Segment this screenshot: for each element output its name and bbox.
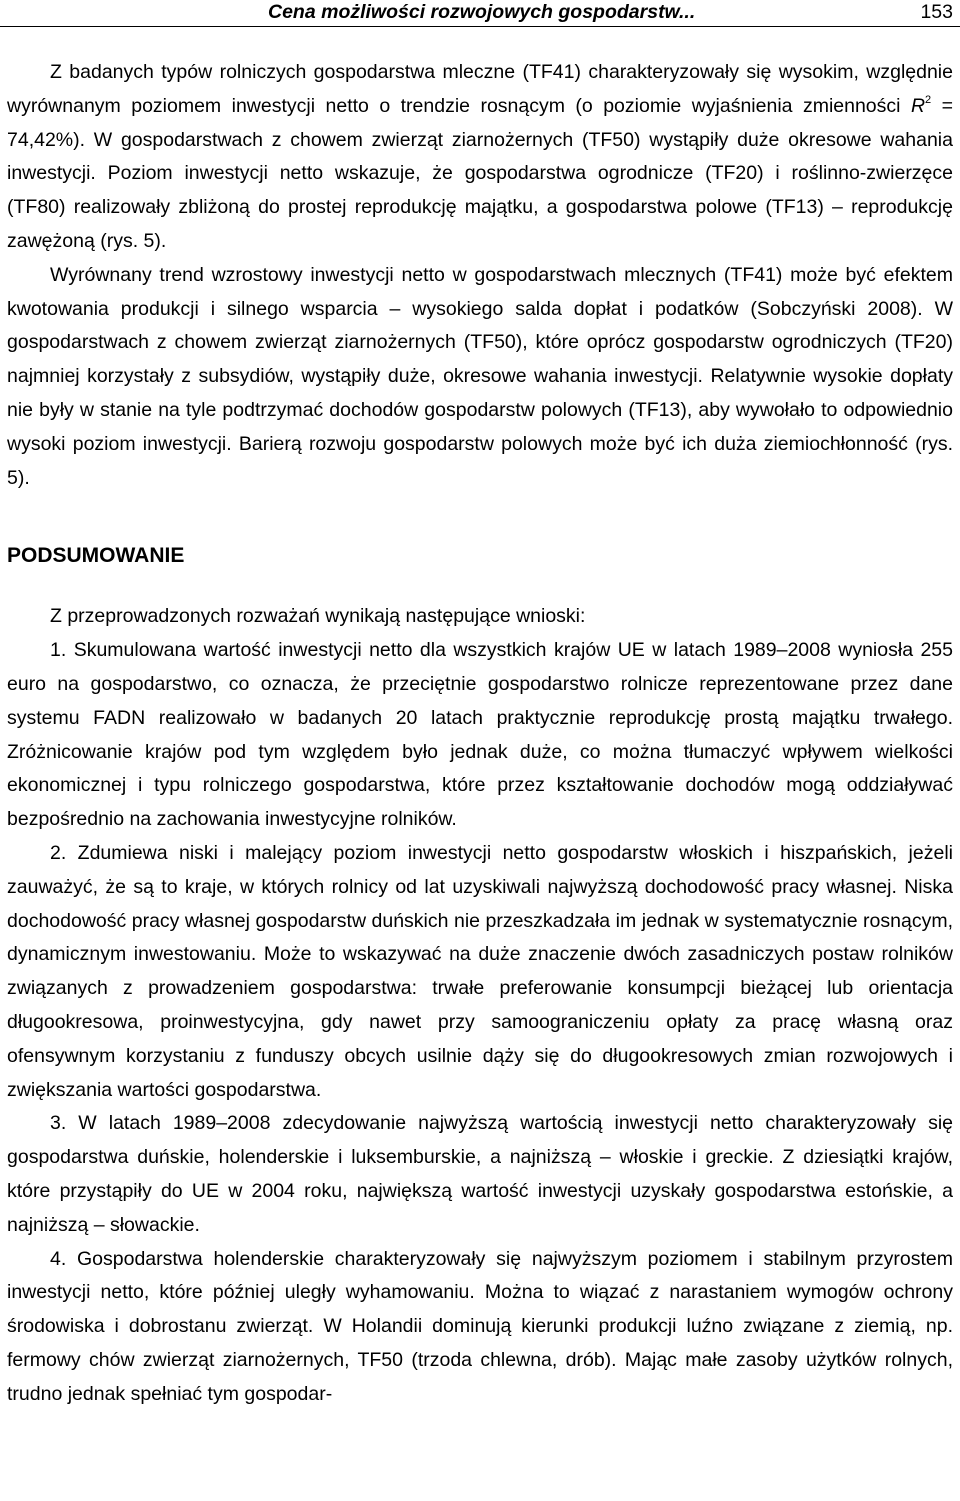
running-title: Cena możliwości rozwojowych gospodarstw... (268, 1, 696, 23)
running-header (0, 0, 960, 27)
paragraph-2: Wyrównany trend wzrostowy inwestycji netto w gospodarstwach mlecznych (TF41) może być efektem kwotowania produkcji i silnego wsparcia – wysokiego salda dopłat i podatków (Sobczyński 2008). W gospodarstwach z chowem zwierząt ziarnożernych (TF50), które oprócz gospodarstw ogrodniczych (TF20) najmniej korzystały z subsydiów, wystąpiły duże, okresowe wahania inwestycji. Relatywnie wysokie dopłaty nie były w stanie na tyle podtrzymać dochodów gospodarstw polowych (TF13), aby wywołało to odpowiednio wysoki poziom inwestycji. Barierą rozwoju gospodarstw polowych może być ich duża ziemiochłonność (rys. 5). (7, 263, 953, 489)
page-number: 153 (920, 1, 953, 23)
conclusion-3: 3. W latach 1989–2008 zdecydowanie najwyższą wartością inwestycji netto charakteryzowały się gospodarstwa duńskie, holenderskie i luksemburskie, a najniższą – włoskie i greckie. Z dziesiątki krajów, które przystąpiły do UE w 2004 roku, największą wartość inwestycji uzyskały gospodarstwa estońskie, a najniższą – słowackie. (7, 1112, 953, 1236)
paragraph-1 (7, 56, 953, 259)
conclusion-1: 1. Skumulowana wartość inwestycji netto dla wszystkich krajów UE w latach 1989–2008 wyniosła 255 euro na gospodarstwo, co oznacza, że przeciętnie gospodarstwo rolnicze reprezentowane przez dane systemu FADN realizowało w badanych 20 latach praktycznie reprodukcję prostą majątku trwałego. Zróżnicowanie krajów pod tym względem było jednak duże, co można tłumaczyć wpływem wielkości ekonomicznej i typu rolniczego gospodarstwa, które przez kształtowanie dochodów mogą oddziaływać bezpośrednio na zachowania inwestycyjne rolników. (7, 639, 953, 831)
section-heading: PODSUMOWANIE (7, 544, 185, 568)
body-text (7, 56, 953, 1411)
conclusions-intro: Z przeprowadzonych rozważań wynikają następujące wnioski: (50, 605, 586, 628)
conclusion-2: 2. Zdumiewa niski i malejący poziom inwestycji netto gospodarstw włoskich i hiszpańskich, jeżeli zauważyć, że są to kraje, w których rolnicy od lat uzyskiwali najwyższą dochodowość pracy własnej. Niska dochodowość pracy własnej gospodarstw duńskich nie przeszkadzała im jednak w systematycznie rosnącym, dynamicznym inwestowaniu. Może to wskazywać na duże znaczenie dwóch zasadniczych postaw rolników związanych z prowadzeniem gospodarstwa: trwałe preferowanie konsumpcji bieżącej lub orientacja długookresowa, proinwestycyjna, gdy nawet przy samoograniczeniu opłaty za pracę własną oraz ofensywnym korzystaniu z funduszy obcych usilnie dąży się do długookresowych zmian rozwojowych i zwiększania wartości gospodarstwa. (7, 841, 953, 1101)
r-squared-exponent: 2 (925, 93, 932, 106)
paragraph-1-start: Z badanych typów rolniczych gospodarstwa mleczne (TF41) charakteryzowały się wysokim, względnie wyrównanym poziomem inwestycji netto o trendzie rosnącym (o poziomie wyjaśnienia zmienności (7, 61, 953, 117)
paragraph-1-end: = 74,42%). W gospodarstwach z chowem zwierząt ziarnożernych (TF50) wystąpiły duże okresowe wahania inwestycji. Poziom inwestycji netto wskazuje, że gospodarstwa ogrodnicze (TF20) i roślinno-zwierzęce (TF80) realizowały zbliżoną do prostej reprodukcję majątku, a gospodarstwa polowe (TF13) – reprodukcję zawężoną (rys. 5). (7, 94, 953, 252)
r-squared-symbol: R (910, 94, 926, 117)
conclusion-4: 4. Gospodarstwa holenderskie charakteryzowały się najwyższym poziomem i stabilnym przyrostem inwestycji netto, które później uległy wyhamowaniu. Można to wiązać z narastaniem wymogów ochrony środowiska i dobrostanu zwierząt. W Holandii dominują kierunki produkcji luźno związane z ziemią, np. fermowy chów zwierząt ziarnożernych, TF50 (trzoda chlewna, drób). Mając małe zasoby użytków rolnych, trudno jednak spełniać tym gospodar- (7, 1247, 953, 1405)
